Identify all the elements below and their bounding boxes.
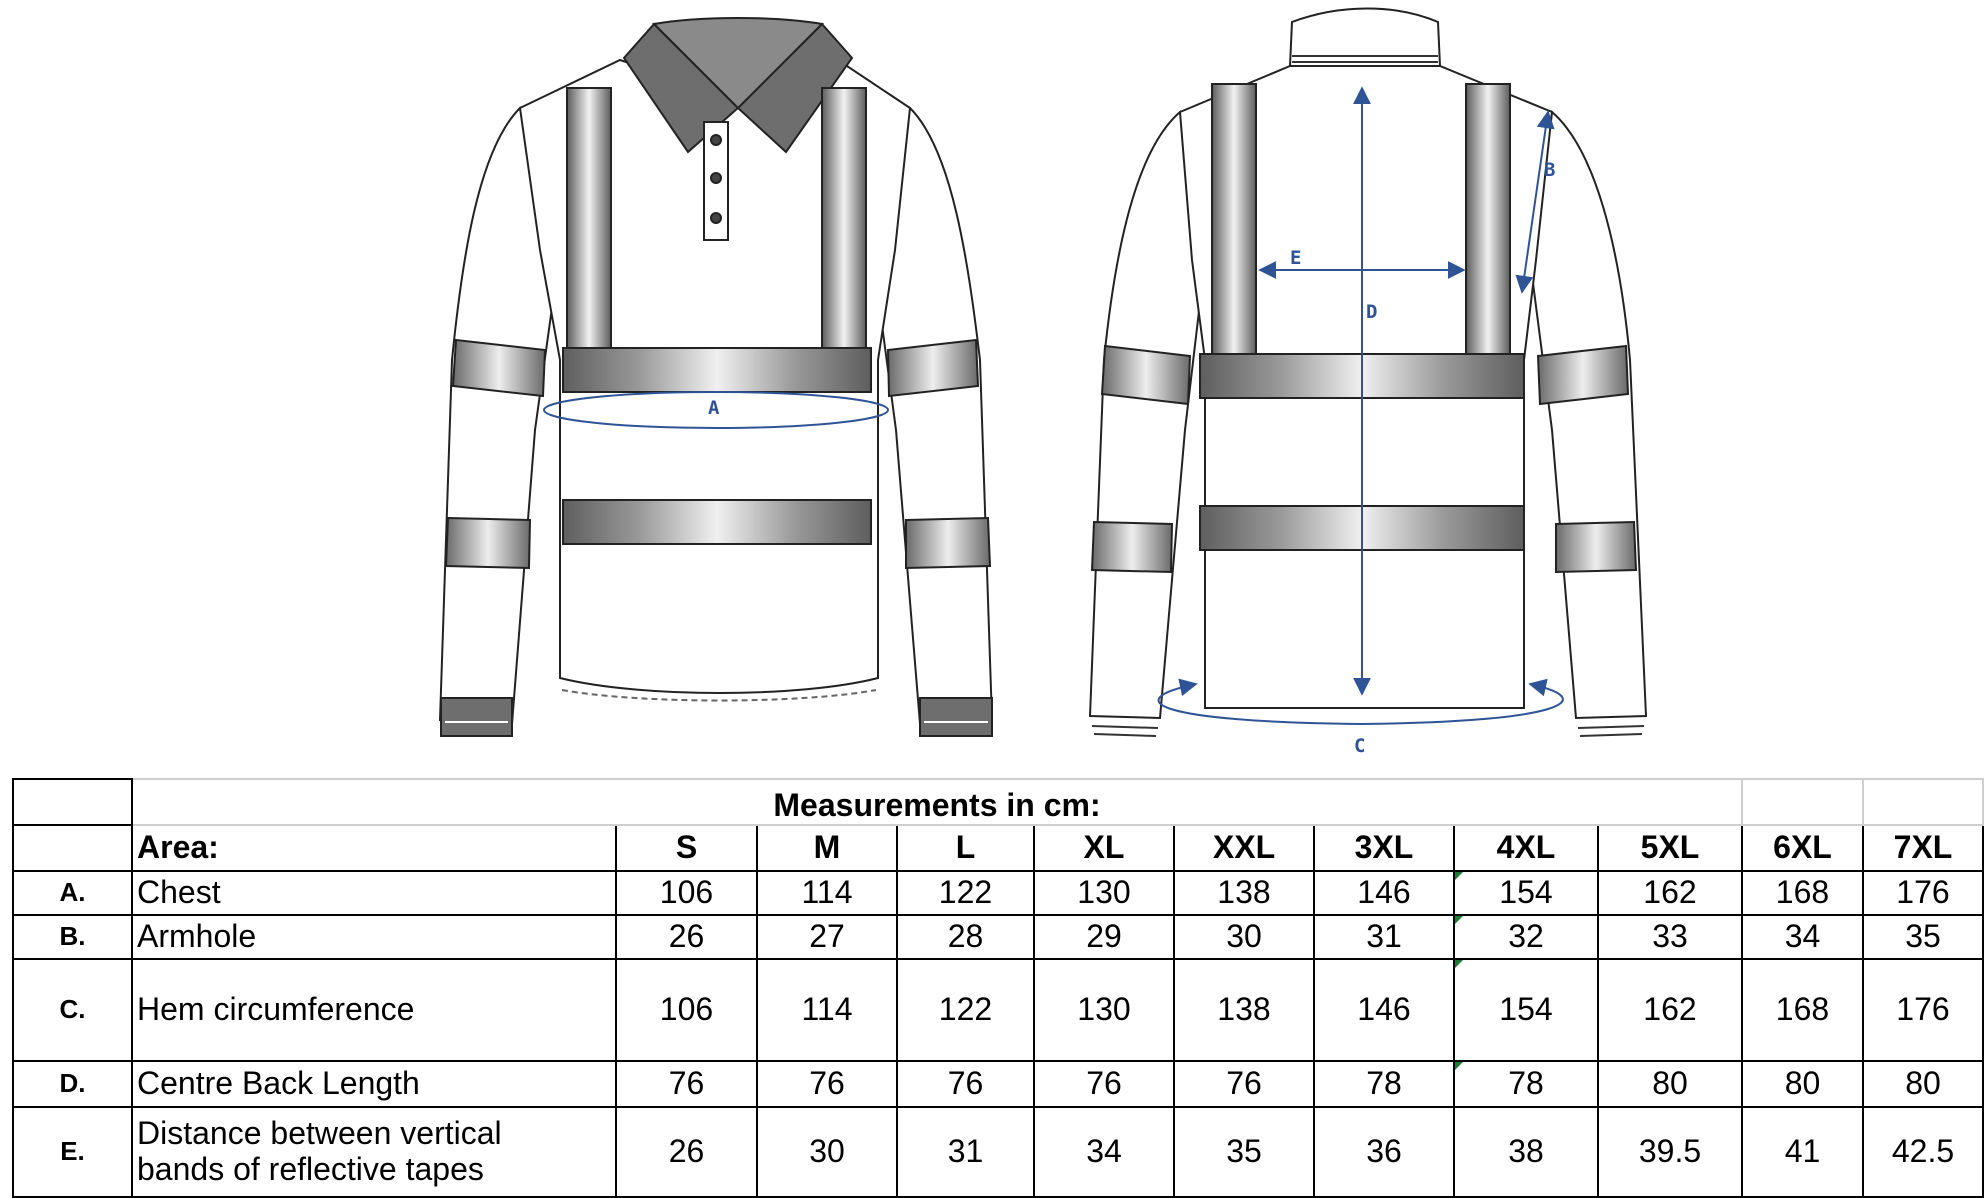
table-cell: 106 (616, 871, 757, 915)
table-cell: 39.5 (1598, 1107, 1742, 1197)
table-cell: 76 (1034, 1061, 1174, 1107)
back-collar (1290, 9, 1440, 67)
row-code: C. (13, 959, 132, 1061)
front-left-brace (567, 88, 611, 350)
table-cell: 162 (1598, 959, 1742, 1061)
row-area-line: bands of reflective tapes (137, 1151, 484, 1187)
row-area-line: Distance between vertical (137, 1115, 502, 1152)
front-left-sleeve-lower-tape (446, 518, 530, 568)
size-header: XL (1034, 825, 1174, 871)
row-area: Centre Back Length (132, 1061, 616, 1107)
size-header: 6XL (1742, 825, 1863, 871)
table-cell: 176 (1863, 871, 1983, 915)
table-row (13, 915, 1983, 959)
back-right-sleeve-lower-tape (1556, 522, 1636, 572)
row-area: Chest (132, 871, 616, 915)
table-cell: 122 (897, 959, 1034, 1061)
size-header: 3XL (1314, 825, 1454, 871)
size-header: 7XL (1863, 825, 1983, 871)
table-cell: 154 (1454, 871, 1598, 915)
table-cell: 27 (757, 915, 897, 959)
dimension-e-label: E (1290, 247, 1302, 269)
table-cell: 130 (1034, 871, 1174, 915)
front-view (440, 18, 992, 736)
area-header: Area: (132, 825, 616, 871)
table-cell: 26 (616, 1107, 757, 1197)
table-row (13, 1107, 1983, 1197)
back-right-sleeve (1530, 112, 1646, 718)
table-cell: 168 (1742, 871, 1863, 915)
dimension-b-label: B (1544, 159, 1556, 181)
front-right-cuff (920, 698, 992, 736)
table-cell: 78 (1314, 1061, 1454, 1107)
size-header: S (616, 825, 757, 871)
table-cell: 35 (1174, 1107, 1314, 1197)
table-cell: 28 (897, 915, 1034, 959)
table-title: Measurements in cm: (132, 779, 1742, 825)
table-cell: 76 (1174, 1061, 1314, 1107)
size-chart-table (12, 778, 1984, 1198)
size-header: 5XL (1598, 825, 1742, 871)
table-cell: 138 (1174, 959, 1314, 1061)
table-cell: 30 (1174, 915, 1314, 959)
table-cell: 35 (1863, 915, 1983, 959)
front-right-sleeve-upper-tape (888, 340, 978, 396)
table-cell: 33 (1598, 915, 1742, 959)
table-row (13, 871, 1983, 915)
table-cell: 146 (1314, 959, 1454, 1061)
table-cell: 34 (1742, 915, 1863, 959)
table-cell: 130 (1034, 959, 1174, 1061)
row-code: B. (13, 915, 132, 959)
row-area: Hem circumference (132, 959, 616, 1061)
table-cell: 38 (1454, 1107, 1598, 1197)
table-cell: 154 (1454, 959, 1598, 1061)
table-cell: 76 (897, 1061, 1034, 1107)
table-cell: 78 (1454, 1061, 1598, 1107)
table-cell: 36 (1314, 1107, 1454, 1197)
front-right-brace (822, 88, 866, 350)
table-cell: 168 (1742, 959, 1863, 1061)
table-cell: 138 (1174, 871, 1314, 915)
table-cell: 34 (1034, 1107, 1174, 1197)
table-cell: 30 (757, 1107, 897, 1197)
table-cell: 80 (1598, 1061, 1742, 1107)
size-header: L (897, 825, 1034, 871)
table-row (13, 1061, 1983, 1107)
back-left-brace (1212, 84, 1256, 354)
table-cell: 42.5 (1863, 1107, 1983, 1197)
size-header: M (757, 825, 897, 871)
table-cell: 41 (1742, 1107, 1863, 1197)
table-cell: 176 (1863, 959, 1983, 1061)
table-cell: 31 (1314, 915, 1454, 959)
front-left-sleeve-upper-tape (453, 340, 545, 396)
table-cell: 31 (897, 1107, 1034, 1197)
dimension-d-label: D (1366, 301, 1378, 323)
size-header: XXL (1174, 825, 1314, 871)
row-area: Armhole (132, 915, 616, 959)
row-code: D. (13, 1061, 132, 1107)
back-left-sleeve-upper-tape (1102, 346, 1190, 404)
row-area (132, 1107, 616, 1197)
size-header: 4XL (1454, 825, 1598, 871)
table-cell: 122 (897, 871, 1034, 915)
corner-cell (13, 779, 132, 825)
table-cell: 146 (1314, 871, 1454, 915)
table-cell: 162 (1598, 871, 1742, 915)
table-cell: 29 (1034, 915, 1174, 959)
table-cell: 76 (757, 1061, 897, 1107)
back-right-brace (1466, 84, 1510, 354)
back-left-sleeve-lower-tape (1092, 522, 1172, 572)
front-upper-tape (563, 348, 871, 392)
table-cell: 114 (757, 959, 897, 1061)
table-cell: 106 (616, 959, 757, 1061)
table-title-row (13, 779, 1983, 825)
front-left-cuff (441, 698, 512, 736)
front-lower-tape (563, 500, 871, 544)
table-header-row (13, 825, 1983, 871)
table-cell: 114 (757, 871, 897, 915)
table-cell: 80 (1863, 1061, 1983, 1107)
dimension-a-label: A (708, 397, 720, 419)
back-view (1090, 9, 1646, 737)
table-cell: 32 (1454, 915, 1598, 959)
back-right-sleeve-upper-tape (1538, 346, 1628, 404)
table-row (13, 959, 1983, 1061)
table-cell: 26 (616, 915, 757, 959)
row-code: E. (13, 1107, 132, 1197)
front-right-sleeve-lower-tape (906, 518, 990, 568)
row-code: A. (13, 871, 132, 915)
table-cell: 76 (616, 1061, 757, 1107)
table-cell: 80 (1742, 1061, 1863, 1107)
dimension-c-label: C (1354, 735, 1366, 757)
